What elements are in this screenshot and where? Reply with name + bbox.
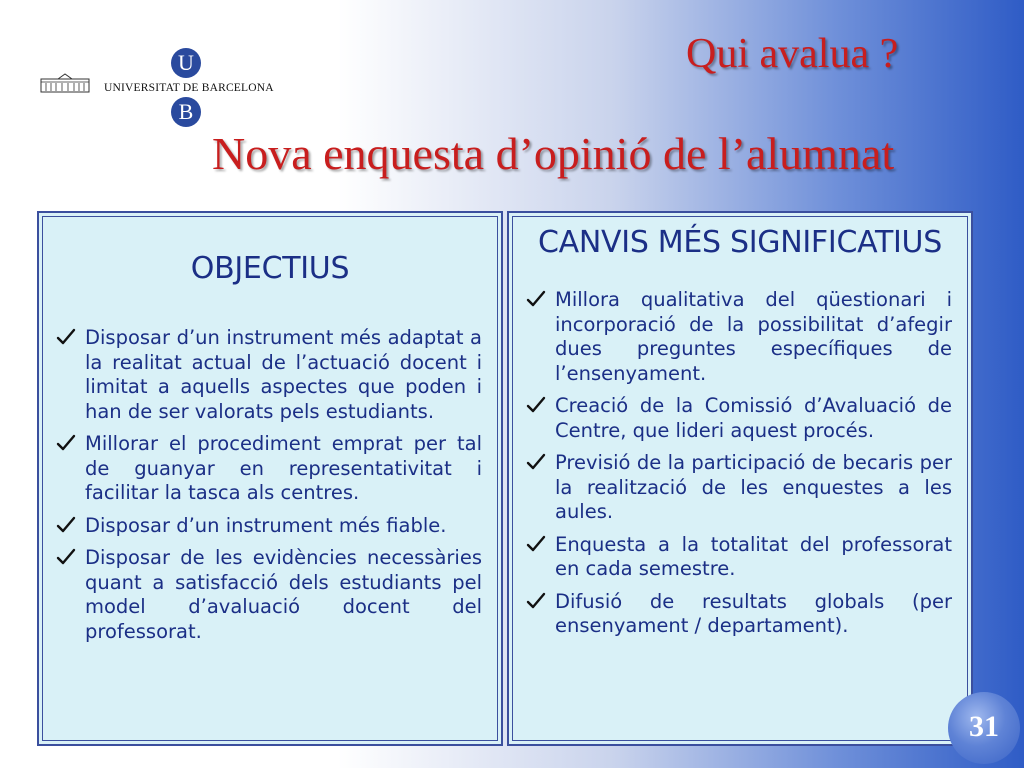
changes-list: [513, 288, 967, 639]
list-item-text: Disposar d’un instrument més adaptat a la realitat actual de l’actuació docent i limitat a aquells aspectes que poden i han de ser valorats pels estudiants.: [85, 326, 482, 423]
university-name: UNIVERSITAT DE BARCELONA: [104, 82, 274, 94]
list-item: [525, 533, 952, 582]
checkmark-icon: [525, 534, 547, 554]
list-item-text: Millora qualitativa del qüestionari i incorporació de la possibilitat d’afegir dues preguntes específiques de l’ensenyament.: [555, 288, 952, 385]
list-item-text: Previsió de la participació de becaris per la realització de les enquestes a les aules.: [555, 451, 952, 523]
checkmark-icon: [55, 433, 77, 453]
checkmark-icon: [55, 327, 77, 347]
list-item: [525, 288, 952, 386]
list-item: [525, 394, 952, 443]
list-item-text: Difusió de resultats globals (per ensenyament / departament).: [555, 589, 952, 637]
checkmark-icon: [525, 395, 547, 415]
checkmark-icon: [525, 591, 547, 611]
checkmark-icon: [55, 515, 77, 535]
list-item-text: Millorar el procediment emprat per tal de guanyar en representativitat i facilitar la tasca als centres.: [85, 432, 482, 504]
logo-letter-u: U: [171, 48, 201, 78]
page-number: 31: [969, 710, 999, 743]
list-item: [55, 432, 482, 506]
checkmark-icon: [525, 289, 547, 309]
list-item: [525, 451, 952, 525]
checkmark-icon: [525, 452, 547, 472]
checkmark-icon: [55, 547, 77, 567]
changes-panel: [507, 211, 973, 746]
list-item-text: Creació de la Comissió d’Avaluació de Centre, que lideri aquest procés.: [555, 394, 952, 442]
list-item-text: Enquesta a la totalitat del professorat en cada semestre.: [555, 532, 952, 580]
objectives-heading: OBJECTIUS: [190, 251, 350, 286]
slide-subtitle: Qui avalua ?: [686, 31, 899, 77]
list-item: [55, 514, 482, 539]
list-item-text: Disposar d’un instrument més fiable.: [85, 513, 447, 537]
list-item: [55, 326, 482, 424]
objectives-panel: [37, 211, 503, 746]
page-number-badge: [948, 692, 1020, 764]
university-building-icon: [40, 73, 90, 93]
list-item-text: Disposar de les evidències necessàries quant a satisfacció dels estudiants pel model d’avaluació docent del professorat.: [85, 546, 482, 643]
list-item: [55, 546, 482, 644]
objectives-list: [43, 326, 497, 644]
slide-title: Nova enquesta d’opinió de l’alumnat: [212, 128, 895, 179]
changes-heading: CANVIS MÉS SIGNIFICATIUS: [538, 225, 942, 260]
list-item: [525, 590, 952, 639]
logo-letter-b: B: [171, 97, 201, 127]
university-logo: [38, 45, 278, 130]
